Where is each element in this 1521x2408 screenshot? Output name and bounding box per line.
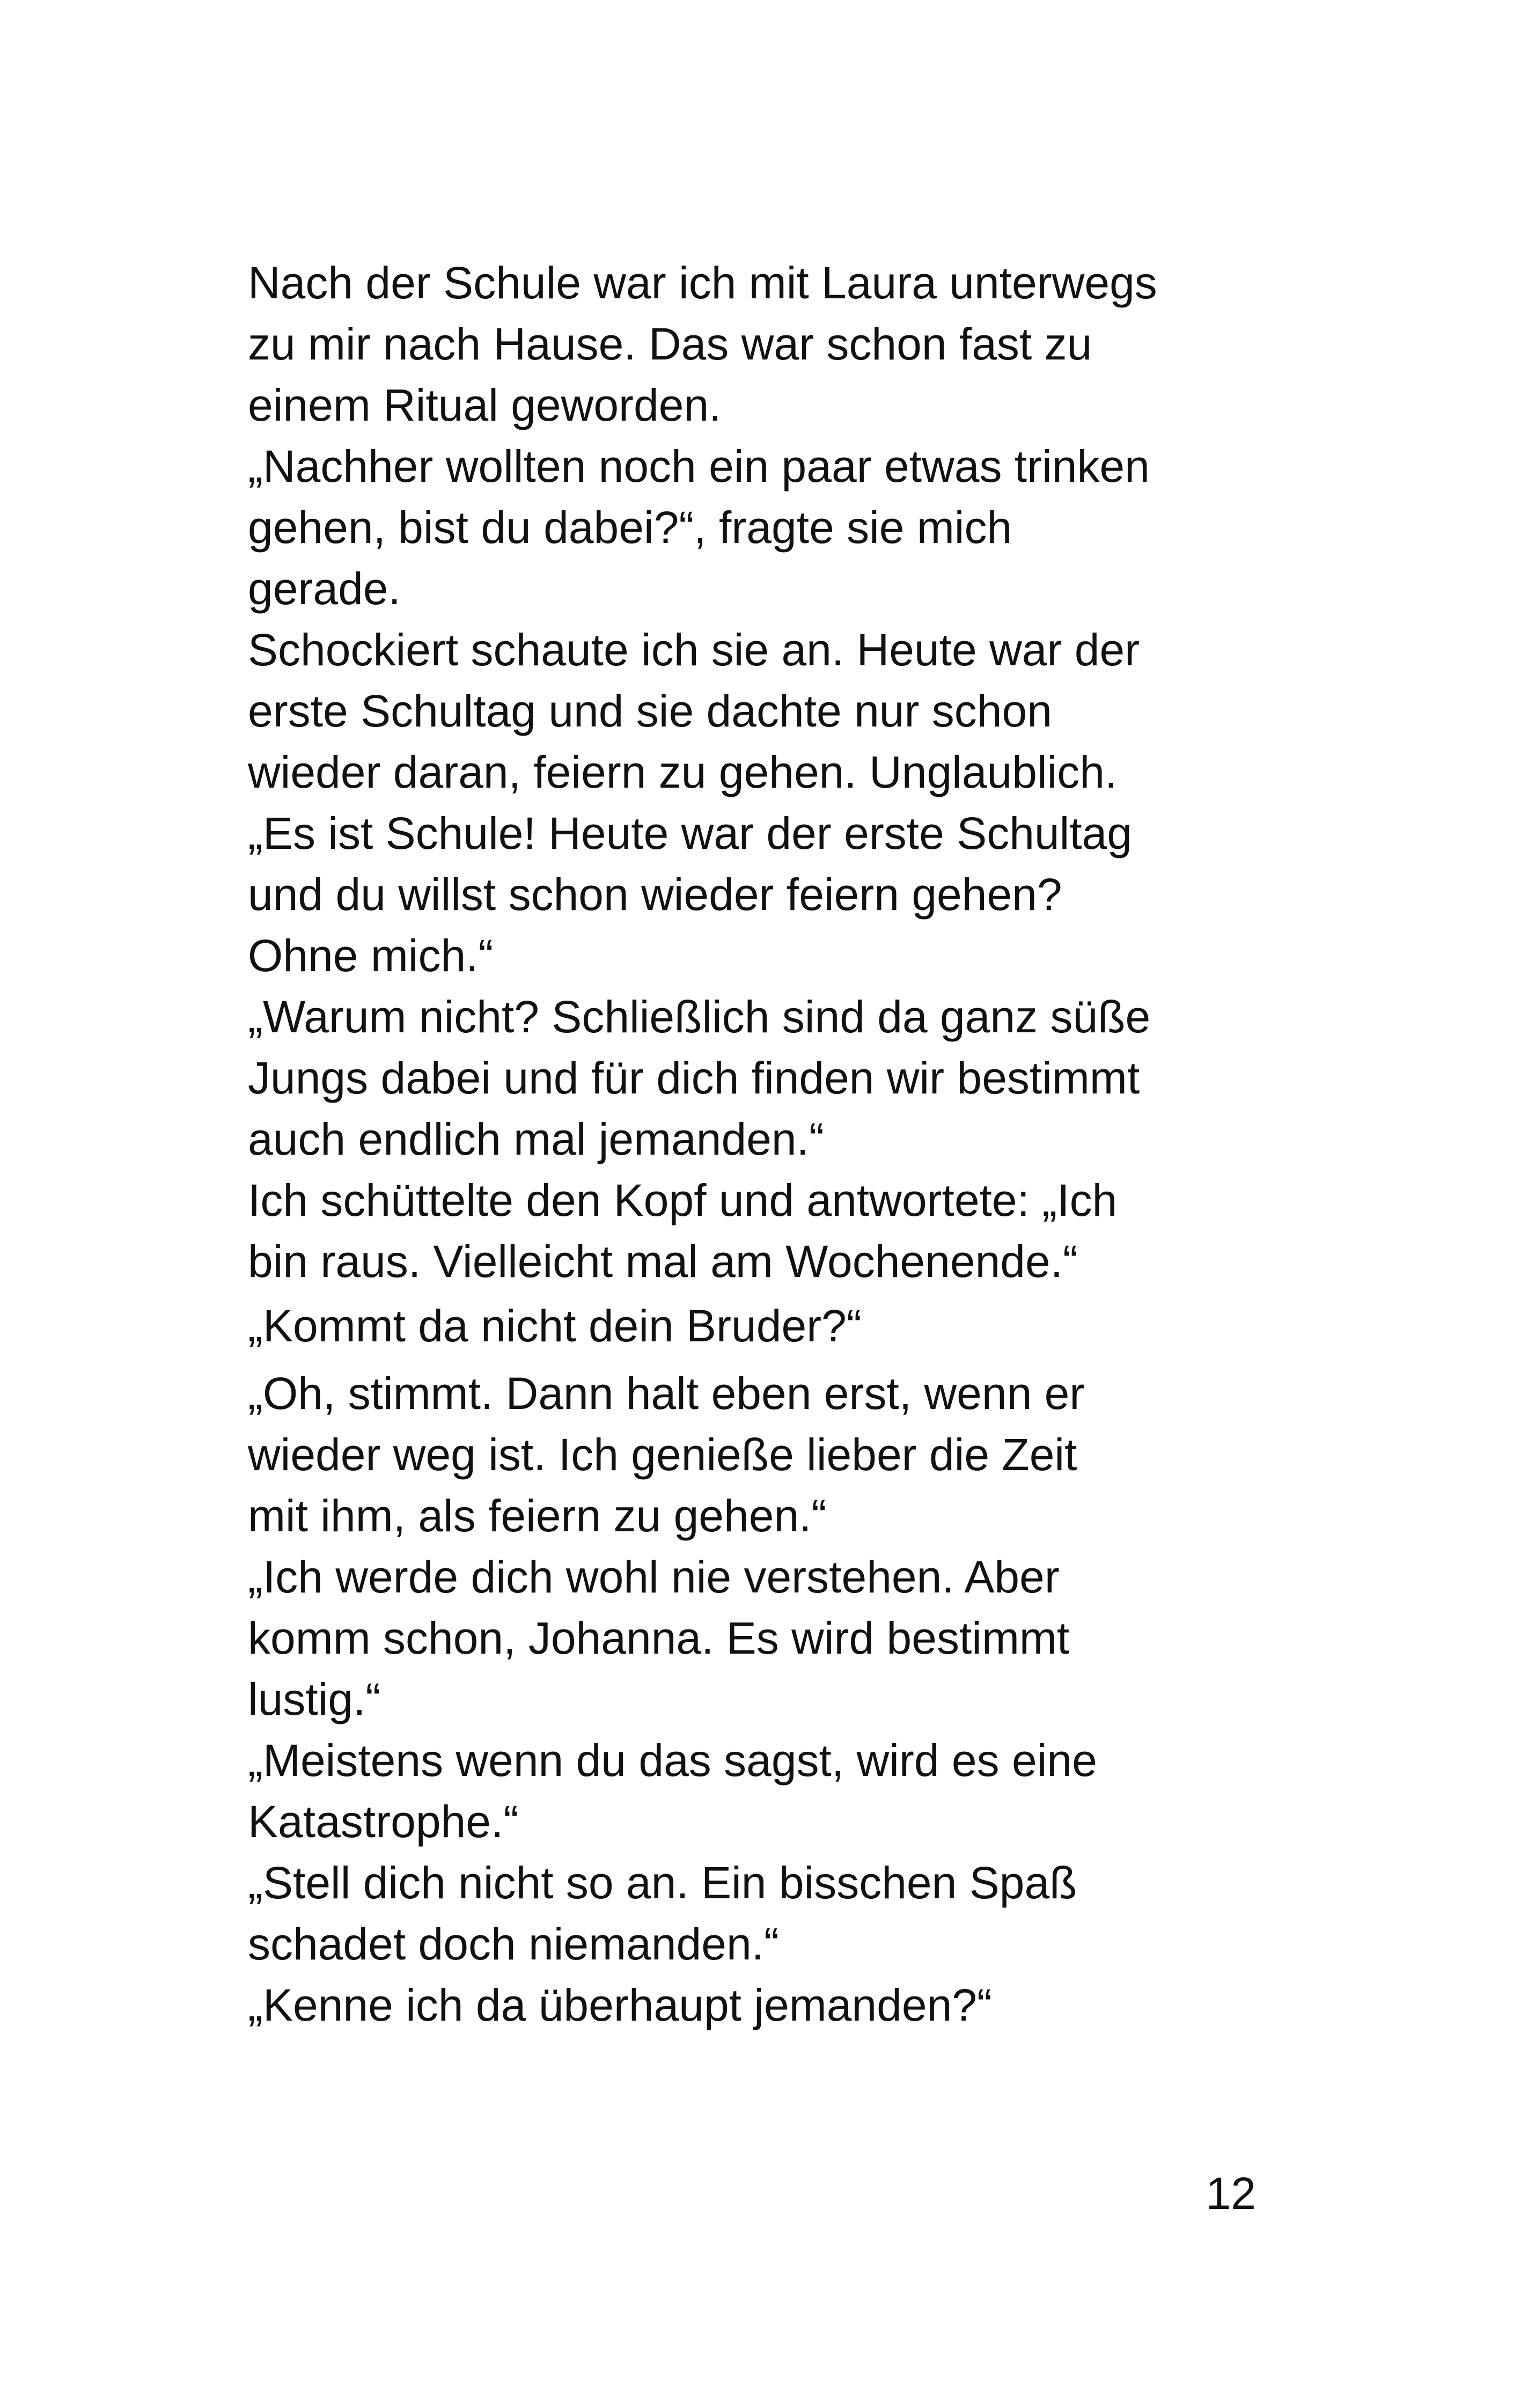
text-line: lustig.“ (248, 1674, 381, 1724)
text-line: „Ich werde dich wohl nie verstehen. Aber (248, 1552, 1060, 1602)
text-line: erste Schultag und sie dachte nur schon (248, 686, 1052, 736)
text-line: auch endlich mal jemanden.“ (248, 1114, 824, 1164)
text-line: „Es ist Schule! Heute war der erste Schultag (248, 808, 1133, 858)
text-line: Katastrophe.“ (248, 1796, 519, 1847)
text-line: gerade. (248, 563, 401, 614)
text-line: zu mir nach Hause. Das war schon fast zu (248, 319, 1092, 369)
text-line: „Kommt da nicht dein Bruder?“ (248, 1301, 862, 1351)
text-line: wieder daran, feiern zu gehen. Unglaublich. (248, 747, 1118, 797)
text-line: „Oh, stimmt. Dann halt eben erst, wenn er (248, 1368, 1085, 1419)
text-line: Nach der Schule war ich mit Laura unterwegs (248, 258, 1157, 308)
body-text (248, 252, 1310, 2036)
text-line: „Meistens wenn du das sagst, wird es eine (248, 1735, 1097, 1786)
text-line: und du willst schon wieder feiern gehen? (248, 869, 1062, 920)
text-line: schadet doch niemanden.“ (248, 1919, 779, 1969)
text-line: Ohne mich.“ (248, 930, 494, 981)
text-line: Schockiert schaute ich sie an. Heute war der (248, 625, 1140, 675)
text-line: gehen, bist du dabei?“, fragte sie mich (248, 502, 1012, 553)
page-number: 12 (1206, 2168, 1256, 2219)
text-line: Ich schüttelte den Kopf und antwortete: „Ich (248, 1175, 1118, 1225)
text-line: einem Ritual geworden. (248, 380, 722, 430)
text-line: „Warum nicht? Schließlich sind da ganz süße (248, 992, 1151, 1042)
text-line: Jungs dabei und für dich finden wir bestimmt (248, 1053, 1140, 1103)
text-line: „Nachher wollten noch ein paar etwas trinken (248, 441, 1150, 491)
text-line: wieder weg ist. Ich genieße lieber die Zeit (248, 1429, 1077, 1480)
text-line: komm schon, Johanna. Es wird bestimmt (248, 1613, 1070, 1663)
text-line: bin raus. Vielleicht mal am Wochenende.“ (248, 1236, 1078, 1287)
text-line: mit ihm, als feiern zu gehen.“ (248, 1491, 827, 1541)
text-line: „Kenne ich da überhaupt jemanden?“ (248, 1980, 992, 2030)
text-line: „Stell dich nicht so an. Ein bisschen Spaß (248, 1858, 1077, 1908)
